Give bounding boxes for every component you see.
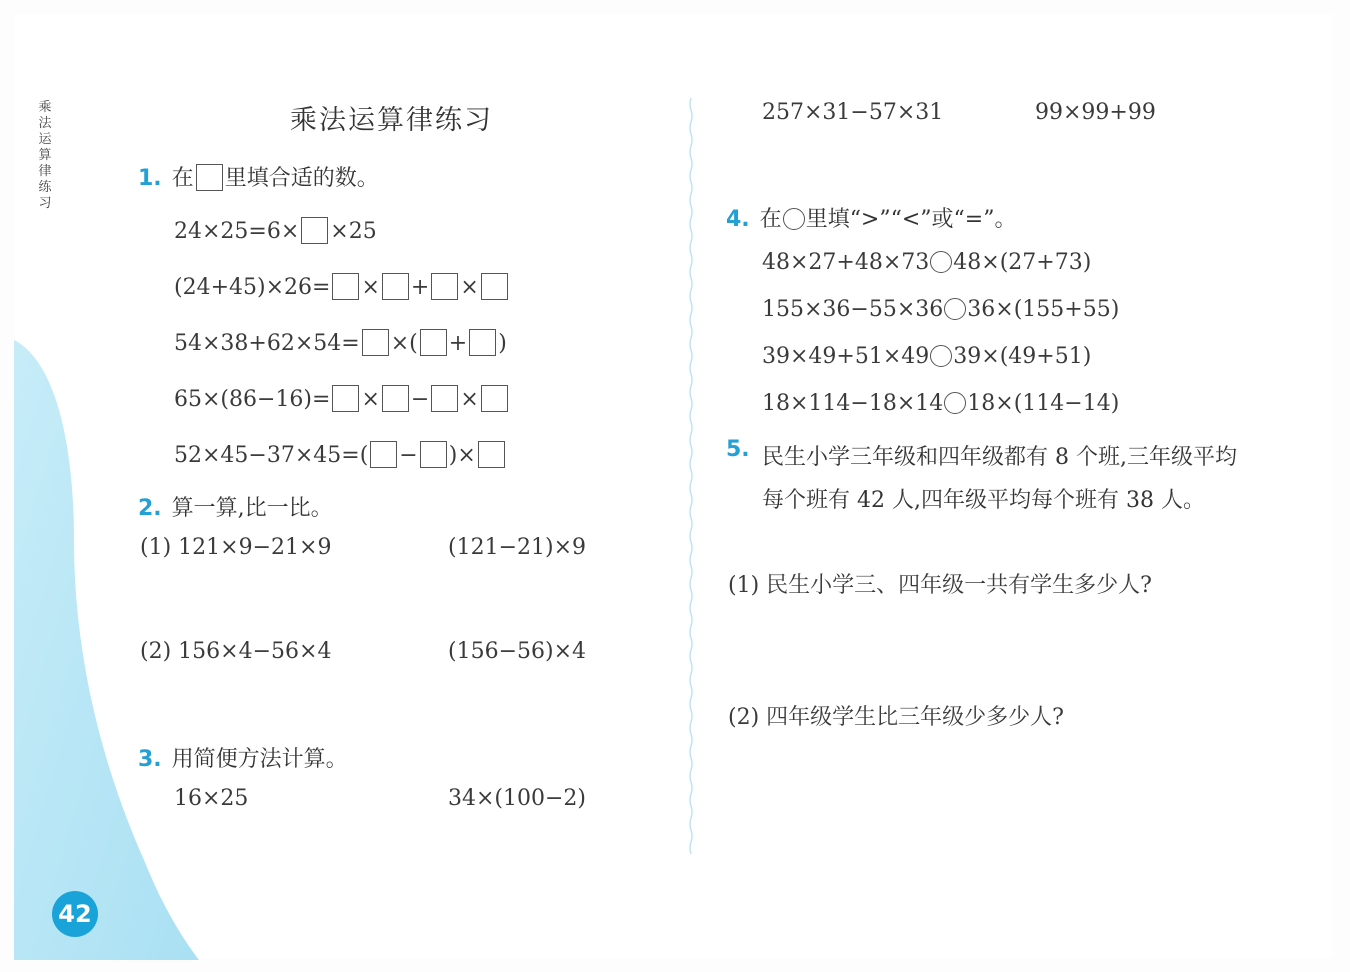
question-5-number xyxy=(726,437,760,462)
answer-box[interactable] xyxy=(420,441,447,468)
q2-expr-1b: (121−21)×9 xyxy=(448,535,587,560)
answer-circle[interactable] xyxy=(930,345,952,367)
side-title: 乘法运算律练习 xyxy=(38,100,52,211)
question-4-instruction: 4. 在 里填“>”“<”或“=”。 xyxy=(726,207,1017,232)
q3-expr-1: 16×25 xyxy=(174,786,249,811)
answer-box[interactable] xyxy=(370,441,397,468)
q2-expr-2a: (2) 156×4−56×4 xyxy=(140,639,332,664)
answer-box[interactable] xyxy=(481,273,508,300)
q1-line-2: (24+45)×26= × + × xyxy=(174,273,510,300)
question-number: 3. xyxy=(138,747,162,772)
question-2-instruction: 2. 算一算,比一比。 xyxy=(138,496,333,521)
answer-circle[interactable] xyxy=(783,208,805,230)
answer-box[interactable] xyxy=(431,273,458,300)
q3-expr-3: 257×31−57×31 xyxy=(762,100,944,125)
question-number: 5. xyxy=(726,437,750,462)
question-3-instruction: 3. 用简便方法计算。 xyxy=(138,747,348,772)
q3-expr-4: 99×99+99 xyxy=(1035,100,1156,125)
answer-box[interactable] xyxy=(469,329,496,356)
answer-box[interactable] xyxy=(420,329,447,356)
question-number: 1. xyxy=(138,166,162,191)
question-number: 2. xyxy=(138,496,162,521)
answer-box[interactable] xyxy=(196,164,223,191)
answer-box[interactable] xyxy=(431,385,458,412)
q4-row-4: 18×114−18×14 18×(114−14) xyxy=(762,391,1120,416)
answer-box[interactable] xyxy=(332,273,359,300)
question-number: 4. xyxy=(726,207,750,232)
page-number-badge: 42 xyxy=(52,891,98,937)
q2-expr-2b: (156−56)×4 xyxy=(448,639,587,664)
answer-box[interactable] xyxy=(362,329,389,356)
answer-box[interactable] xyxy=(301,217,328,244)
q2-expr-1a: (1) 121×9−21×9 xyxy=(140,535,332,560)
answer-circle[interactable] xyxy=(944,298,966,320)
answer-box[interactable] xyxy=(481,385,508,412)
q1-line-5: 52×45−37×45=( − )× xyxy=(174,441,507,468)
answer-circle[interactable] xyxy=(930,251,952,273)
question-1-instruction: 1. 在 里填合适的数。 xyxy=(138,166,379,191)
q1-line-4: 65×(86−16)= × − × xyxy=(174,385,510,412)
q4-row-1: 48×27+48×73 48×(27+73) xyxy=(762,250,1092,275)
q3-expr-2: 34×(100−2) xyxy=(448,786,587,811)
answer-circle[interactable] xyxy=(944,392,966,414)
q1-line-1: 24×25=6× ×25 xyxy=(174,219,377,244)
answer-box[interactable] xyxy=(478,441,505,468)
page-divider xyxy=(689,98,693,860)
page-title: 乘法运算律练习 xyxy=(290,105,493,136)
q4-row-3: 39×49+51×49 39×(49+51) xyxy=(762,344,1092,369)
q5-sub-question-1: (1) 民生小学三、四年级一共有学生多少人? xyxy=(728,573,1152,598)
q1-line-3: 54×38+62×54= ×( + ) xyxy=(174,331,507,356)
answer-box[interactable] xyxy=(382,385,409,412)
question-5-text: 民生小学三年级和四年级都有 8 个班,三年级平均每个班有 42 人,四年级平均每个班有 38 人。 xyxy=(762,445,1237,513)
q5-sub-question-2: (2) 四年级学生比三年级少多少人? xyxy=(728,705,1064,730)
q4-row-2: 155×36−55×36 36×(155+55) xyxy=(762,297,1120,322)
answer-box[interactable] xyxy=(382,273,409,300)
answer-box[interactable] xyxy=(332,385,359,412)
